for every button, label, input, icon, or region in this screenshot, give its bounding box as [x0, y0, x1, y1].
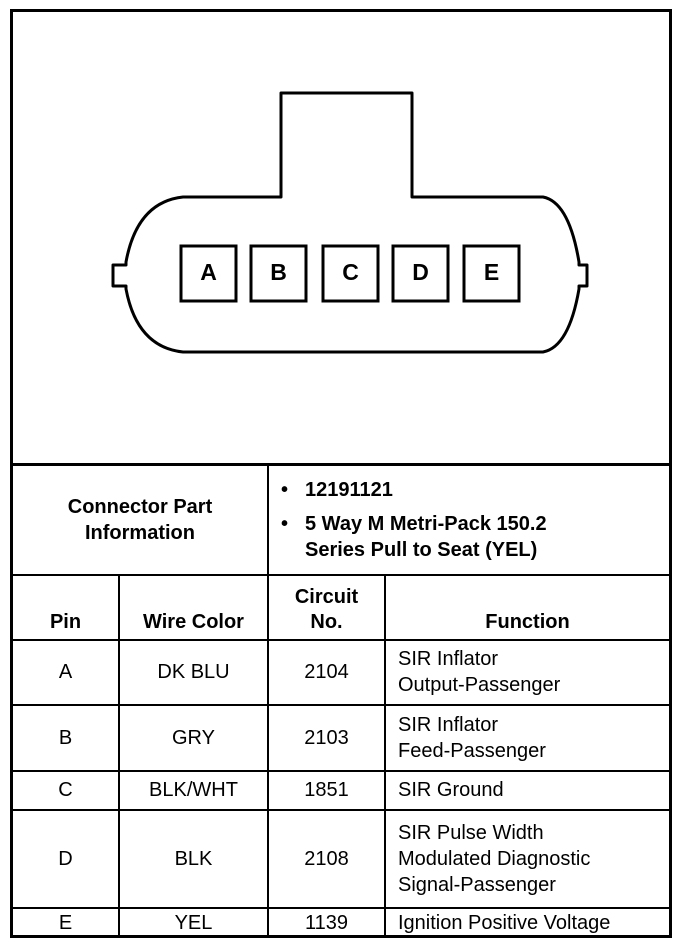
- part-description-line: Series Pull to Seat (YEL): [305, 538, 538, 561]
- pin-cavity-b: [251, 246, 306, 301]
- connector-outline: [13, 12, 669, 463]
- function-line: Signal-Passenger: [398, 873, 556, 896]
- part-number: 12191121: [305, 478, 393, 501]
- pin-cavity-label: D: [412, 259, 429, 286]
- function-cell: [385, 771, 669, 810]
- function-line: SIR Ground: [398, 779, 504, 801]
- function-line: SIR Pulse Width: [398, 821, 544, 844]
- pin-cell: A: [13, 640, 119, 705]
- pin-cell: D: [13, 810, 119, 908]
- connector-face-diagram: [13, 12, 669, 463]
- table-row: [13, 810, 669, 908]
- pin-cavity-d: [393, 246, 448, 301]
- table-row: [13, 908, 669, 937]
- function-line: Output-Passenger: [398, 674, 561, 696]
- function-line: SIR Inflator: [398, 648, 499, 670]
- function-line: Ignition Positive Voltage: [398, 911, 611, 934]
- function-cell: [385, 908, 669, 937]
- table-row: [13, 640, 669, 705]
- wire-color-cell: GRY: [119, 705, 268, 771]
- circuit-cell: 1851: [268, 771, 385, 810]
- part-info-details: [268, 465, 669, 575]
- wire-color-cell: BLK/WHT: [119, 771, 268, 810]
- connector-sheet: [10, 9, 672, 938]
- circuit-cell: 2108: [268, 810, 385, 908]
- pin-cavity-label: B: [270, 259, 287, 286]
- part-description-item: [281, 511, 669, 563]
- circuit-cell: 1139: [268, 908, 385, 937]
- part-info-label-line: Connector Part: [67, 495, 213, 518]
- part-info-label: [13, 465, 268, 575]
- wire-color-cell: DK BLU: [119, 640, 268, 705]
- table-row: [13, 771, 669, 810]
- pin-cavity-a: [181, 246, 236, 301]
- pin-cell: B: [13, 705, 119, 771]
- circuit-cell: 2103: [268, 705, 385, 771]
- wire-color-cell: YEL: [119, 908, 268, 937]
- header-wire-color: Wire Color: [119, 575, 268, 640]
- bullet-icon: •: [281, 478, 289, 501]
- pin-cell: C: [13, 771, 119, 810]
- pin-cavity-c: [323, 246, 378, 301]
- header-circuit-line: Circuit: [294, 585, 359, 608]
- header-function: Function: [385, 575, 669, 640]
- function-cell: [385, 810, 669, 908]
- header-circuit-no: [268, 575, 385, 640]
- function-cell: [385, 640, 669, 705]
- part-number-item: [281, 477, 669, 503]
- part-description-line: 5 Way M Metri-Pack 150.2: [305, 512, 547, 535]
- pin-cavity-label: A: [200, 259, 217, 286]
- part-info-row: [13, 465, 669, 575]
- function-line: SIR Inflator: [398, 713, 499, 736]
- pin-cavity-e: [464, 246, 519, 301]
- function-line: Modulated Diagnostic: [398, 847, 591, 870]
- function-cell: [385, 705, 669, 771]
- table-row: [13, 705, 669, 771]
- table-header-row: [13, 575, 669, 640]
- pin-cavity-label: C: [342, 259, 359, 286]
- circuit-cell: 2104: [268, 640, 385, 705]
- bullet-icon: •: [281, 512, 289, 535]
- function-line: Feed-Passenger: [398, 739, 546, 762]
- header-circuit-line: No.: [310, 610, 343, 633]
- part-info-label-line: Information: [85, 521, 195, 544]
- header-pin: Pin: [13, 575, 119, 640]
- wire-color-cell: BLK: [119, 810, 268, 908]
- connector-body: [113, 93, 587, 352]
- pin-cell: E: [13, 908, 119, 937]
- pin-cavity-label: E: [483, 259, 500, 286]
- connector-info-table: [13, 463, 669, 937]
